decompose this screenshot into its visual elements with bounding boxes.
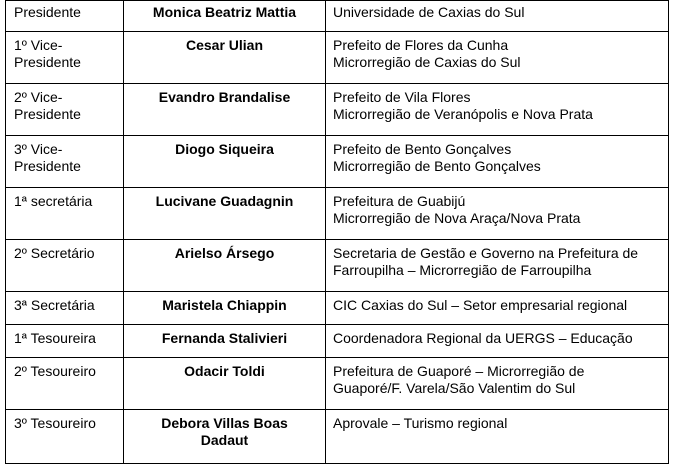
- table-row: [6, 84, 669, 136]
- name-cell: Diogo Siqueira: [124, 136, 326, 188]
- organization-cell: Prefeitura de Guaporé – Microrregião de Guaporé/F. Varela/São Valentim do Sul: [326, 358, 669, 410]
- organization-cell: Coordenadora Regional da UERGS – Educação: [326, 325, 669, 358]
- organization-cell: Prefeitura de Guabijú Microrregião de Nova Araça/Nova Prata: [326, 188, 669, 240]
- role-cell: 1ª secretária: [6, 188, 124, 240]
- organization-cell: Prefeito de Vila Flores Microrregião de Veranópolis e Nova Prata: [326, 84, 669, 136]
- table-row: [6, 1, 669, 32]
- name-cell: Fernanda Stalivieri: [124, 325, 326, 358]
- role-cell: 2º Secretário: [6, 240, 124, 292]
- role-cell: 1º Vice- Presidente: [6, 32, 124, 84]
- name-cell: Maristela Chiappin: [124, 292, 326, 325]
- role-cell: 3ª Secretária: [6, 292, 124, 325]
- table-row: [6, 188, 669, 240]
- organization-cell: Aprovale – Turismo regional: [326, 410, 669, 464]
- table-row: [6, 358, 669, 410]
- role-cell: Presidente: [6, 1, 124, 32]
- role-cell: 2º Vice- Presidente: [6, 84, 124, 136]
- name-cell: Debora Villas Boas Dadaut: [124, 410, 326, 464]
- name-cell: Odacir Toldi: [124, 358, 326, 410]
- table-row: [6, 136, 669, 188]
- name-cell: Cesar Ulian: [124, 32, 326, 84]
- organization-cell: Prefeito de Bento Gonçalves Microrregião de Bento Gonçalves: [326, 136, 669, 188]
- role-cell: 1ª Tesoureira: [6, 325, 124, 358]
- name-cell: Arielso Ársego: [124, 240, 326, 292]
- role-cell: 2º Tesoureiro: [6, 358, 124, 410]
- table-row: [6, 240, 669, 292]
- name-cell: Lucivane Guadagnin: [124, 188, 326, 240]
- table-row: [6, 325, 669, 358]
- table-row: [6, 410, 669, 464]
- table-row: [6, 32, 669, 84]
- role-cell: 3º Tesoureiro: [6, 410, 124, 464]
- organization-cell: Universidade de Caxias do Sul: [326, 1, 669, 32]
- organization-cell: Prefeito de Flores da Cunha Microrregião de Caxias do Sul: [326, 32, 669, 84]
- organization-cell: CIC Caxias do Sul – Setor empresarial regional: [326, 292, 669, 325]
- role-cell: 3º Vice- Presidente: [6, 136, 124, 188]
- board-members-table: [5, 0, 669, 464]
- name-cell: Monica Beatriz Mattia: [124, 1, 326, 32]
- name-cell: Evandro Brandalise: [124, 84, 326, 136]
- organization-cell: Secretaria de Gestão e Governo na Prefeitura de Farroupilha – Microrregião de Farroupilha: [326, 240, 669, 292]
- table-row: [6, 292, 669, 325]
